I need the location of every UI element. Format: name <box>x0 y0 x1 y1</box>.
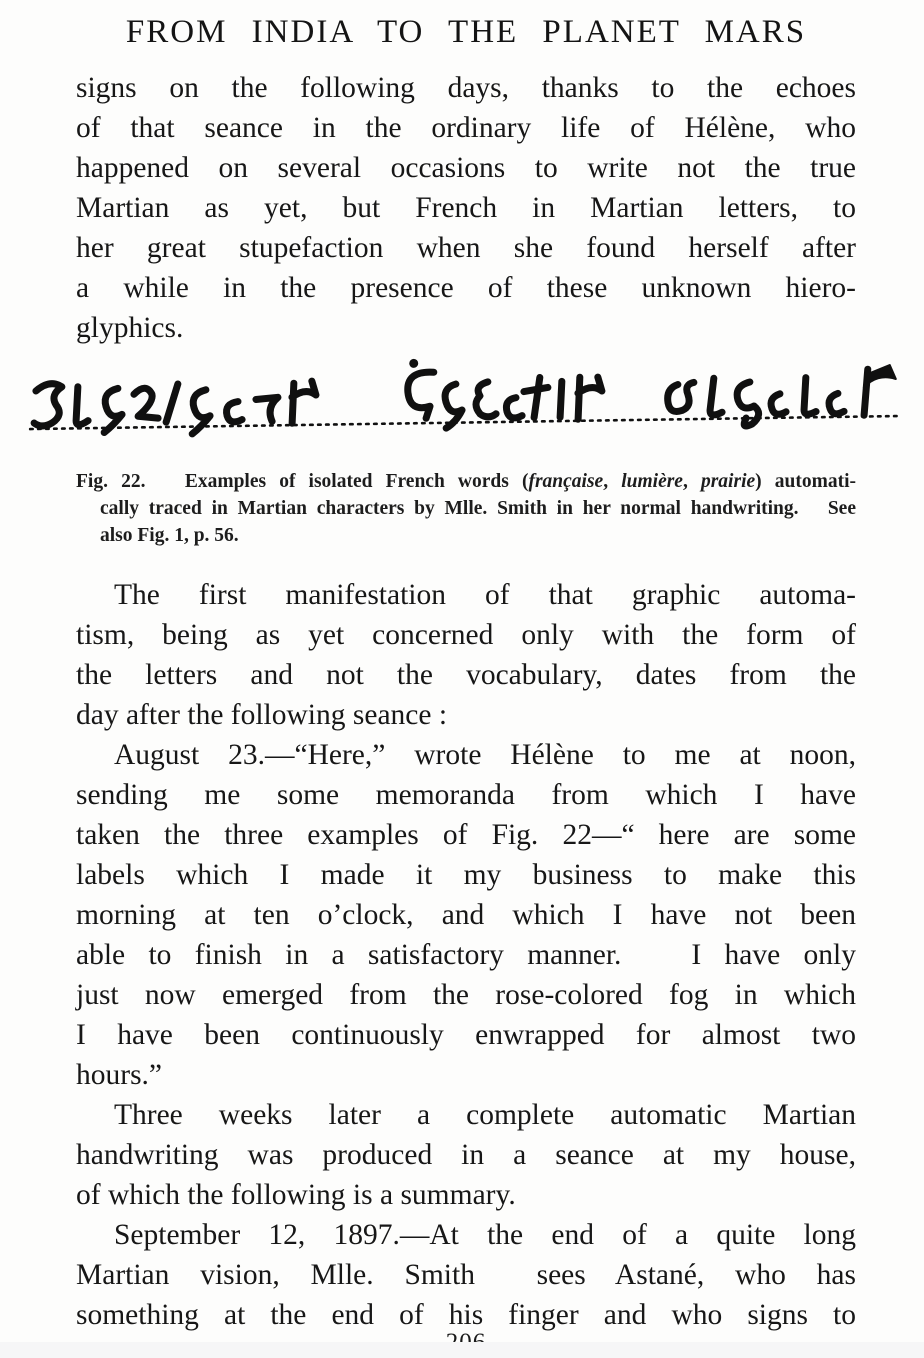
text-line: able to finish in a satisfactory manner. I have only <box>76 939 856 971</box>
paragraph-2 <box>76 575 856 735</box>
text-line: handwriting was produced in a seance at my house, <box>76 1139 856 1171</box>
text-line: her great stupefaction when she found herself after <box>76 232 856 264</box>
text-line: the letters and not the vocabulary, dates from the <box>76 659 856 691</box>
paragraph-3 <box>76 735 856 1095</box>
text-line: just now emerged from the rose-colored fog in which <box>76 979 856 1011</box>
running-header: FROM INDIA TO THE PLANET MARS <box>125 14 807 50</box>
paragraph-4 <box>76 1095 856 1215</box>
paragraph-1 <box>76 68 856 348</box>
text-line: September 12, 1897.—At the end of a quite long <box>114 1219 856 1251</box>
french-word-prairie: prairie <box>700 471 756 492</box>
text-line: something at the end of his finger and who signs to <box>76 1299 856 1331</box>
caption-text: , <box>682 471 701 492</box>
text-line: a while in the presence of these unknown hiero- <box>76 272 856 304</box>
text-line: Martian vision, Mlle. Smith sees Astané, who has <box>76 1259 856 1291</box>
text-line: morning at ten o’clock, and which I have not been <box>76 899 856 931</box>
caption-line: also Fig. 1, p. 56. <box>100 525 239 546</box>
text-line: of which the following is a summary. <box>76 1179 516 1211</box>
text-line: Three weeks later a complete automatic Martian <box>114 1099 856 1131</box>
page-bottom-shadow <box>0 1342 924 1358</box>
caption-line: cally traced in Martian characters by Mlle. Smith in her normal handwriting. See <box>100 498 856 519</box>
text-line: sending me some memoranda from which I have <box>76 779 856 811</box>
text-line: The first manifestation of that graphic automa- <box>114 579 856 611</box>
french-word-lumiere: lumière <box>621 471 683 492</box>
text-line: of that seance in the ordinary life of Hélène, who <box>76 112 856 144</box>
text-line: tism, being as yet concerned only with the form of <box>76 619 856 651</box>
text-line: Martian as yet, but French in Martian letters, to <box>76 192 856 224</box>
martian-script-figure <box>26 356 906 452</box>
caption-line <box>76 468 856 495</box>
text-line: glyphics. <box>76 312 184 344</box>
caption-text: ) automati- <box>755 471 856 492</box>
text-line: happened on several occasions to write not the true <box>76 152 856 184</box>
paragraph-5 <box>76 1215 856 1335</box>
text-line: labels which I made it my business to make this <box>76 859 856 891</box>
caption-text: Fig. 22. Examples of isolated French words ( <box>76 471 529 492</box>
text-line: day after the following seance : <box>76 699 448 731</box>
text-line: taken the three examples of Fig. 22—“ here are some <box>76 819 856 851</box>
text-line: I have been continuously enwrapped for almost two <box>76 1019 856 1051</box>
text-line: August 23.—“Here,” wrote Hélène to me at noon, <box>114 739 856 771</box>
french-word-francaise: française <box>528 471 604 492</box>
figure-caption <box>76 468 856 549</box>
caption-text: , <box>603 471 622 492</box>
text-line: hours.” <box>76 1059 163 1091</box>
text-line: signs on the following days, thanks to the echoes <box>76 72 856 104</box>
martian-handwriting-illustration <box>26 356 906 452</box>
